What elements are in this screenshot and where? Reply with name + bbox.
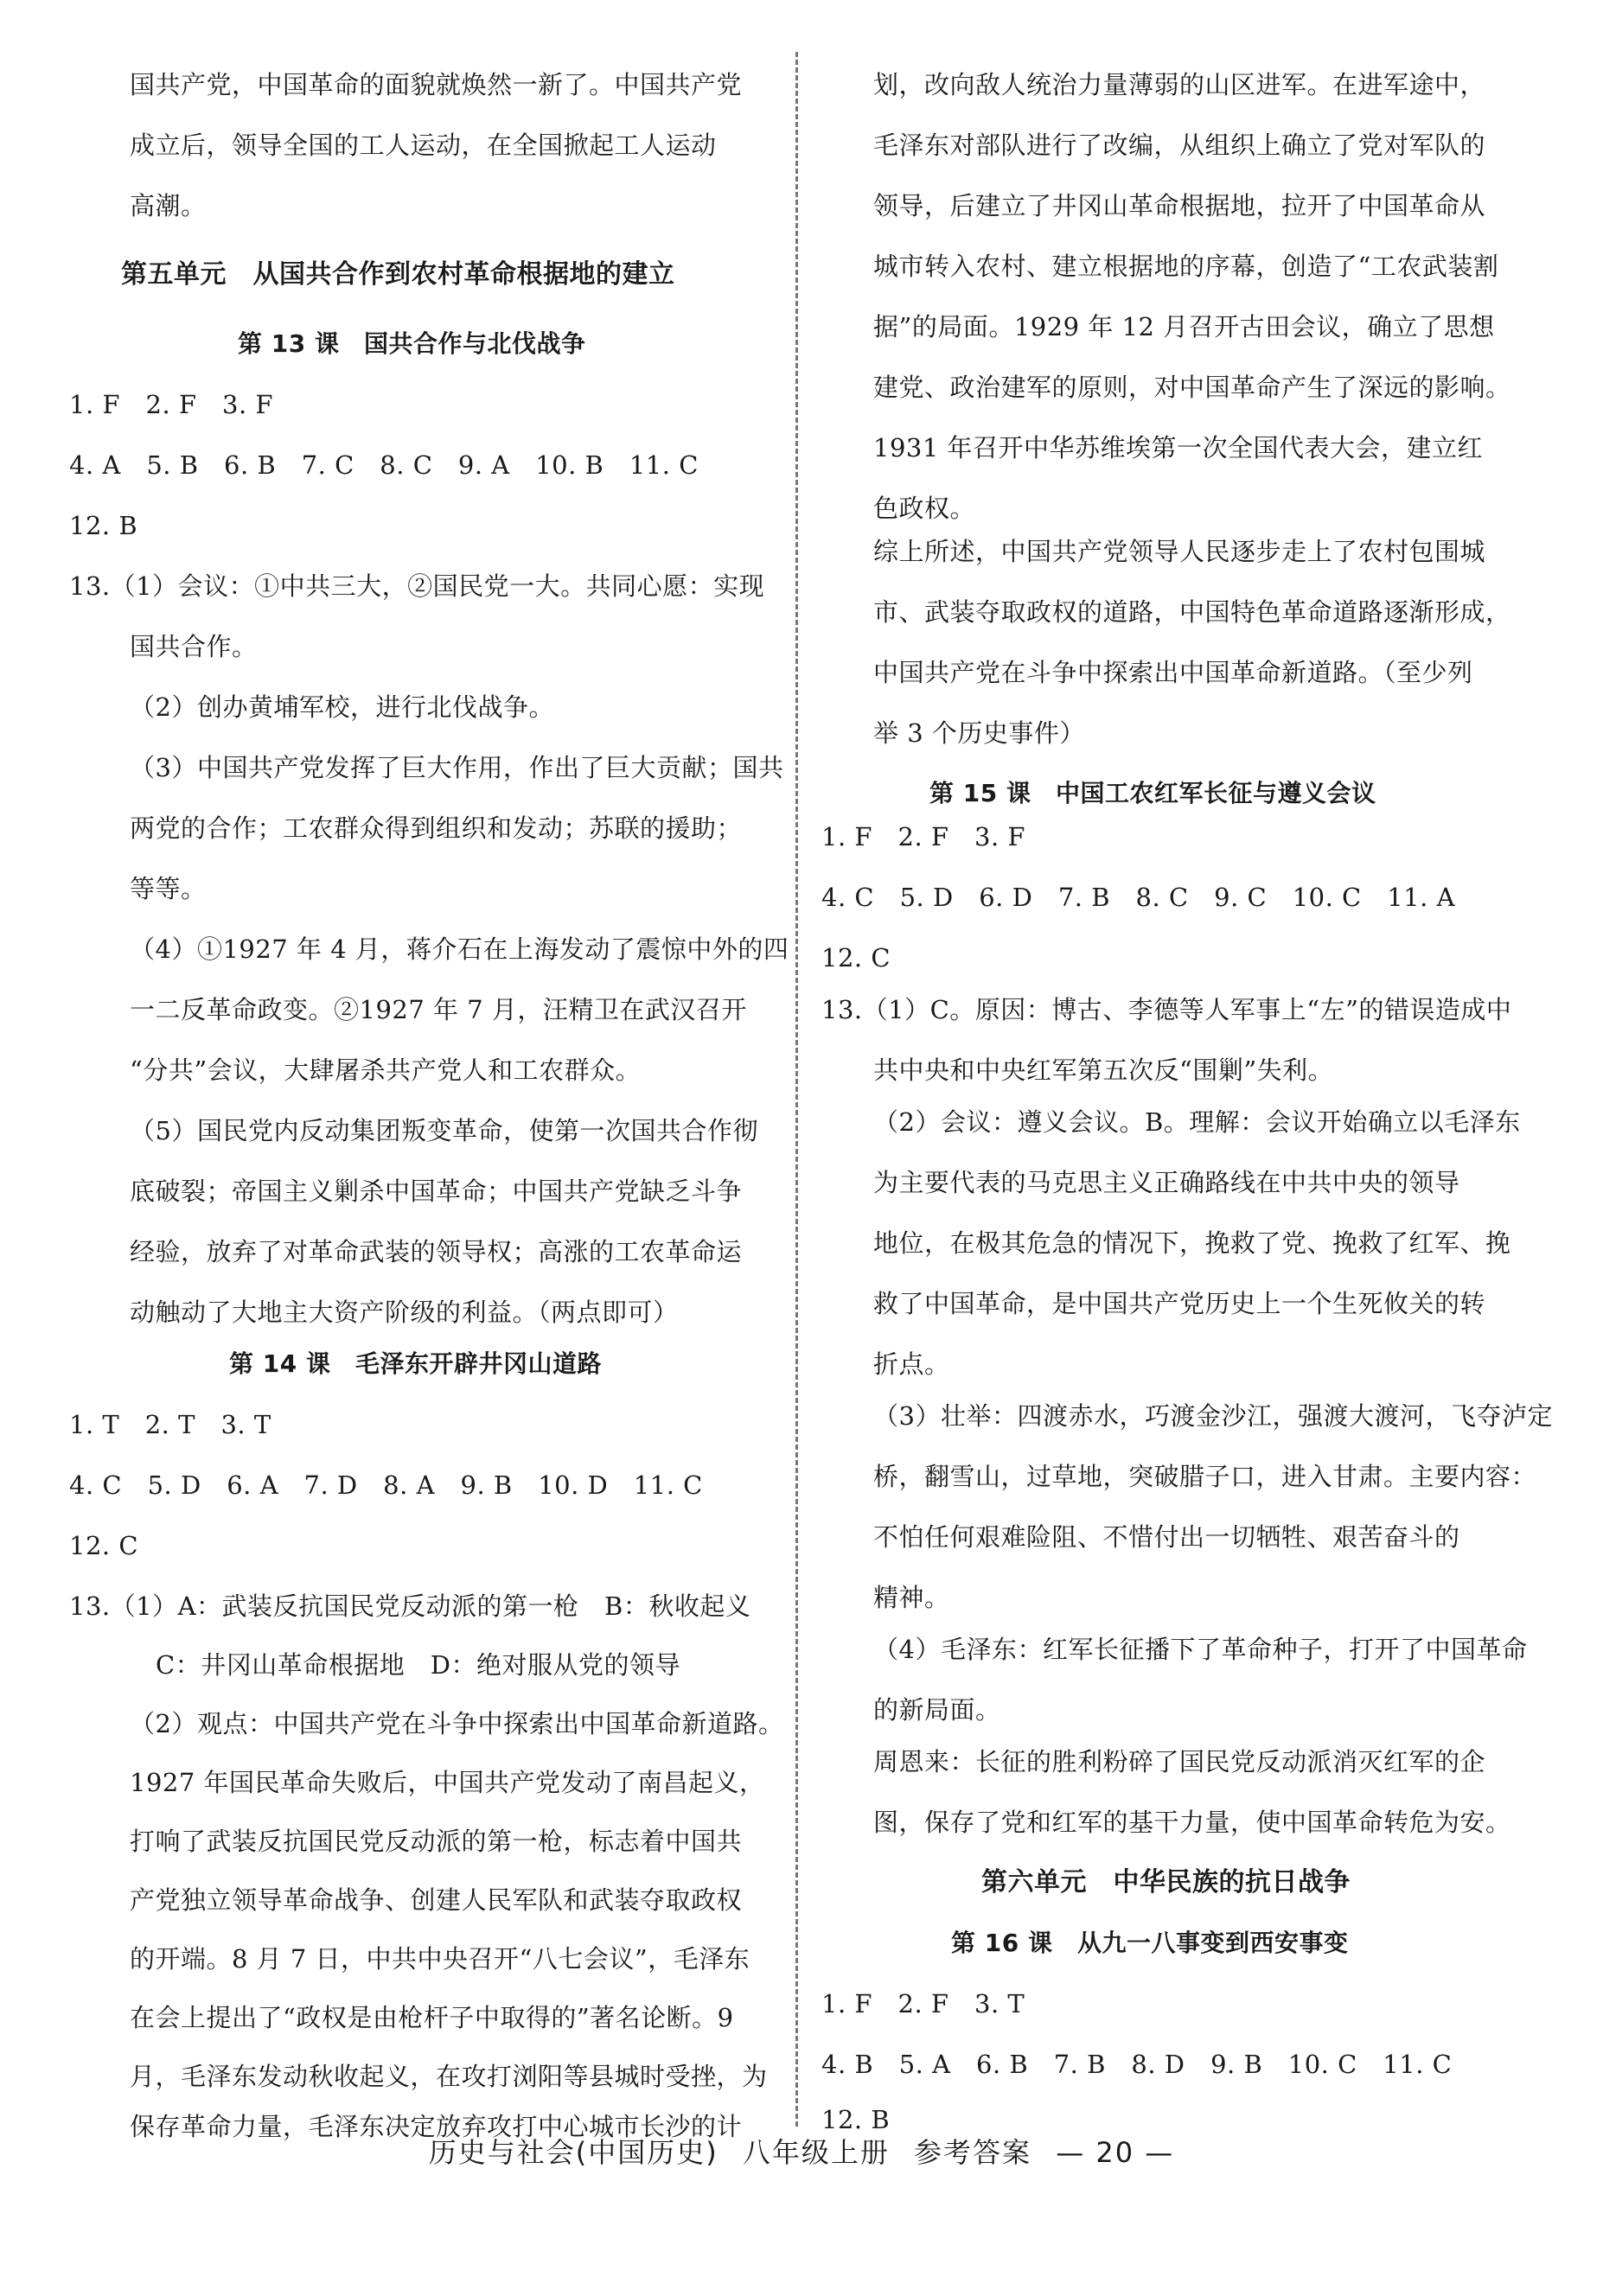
unit-heading: 第五单元 从国共合作到农村革命根据地的建立 [121, 259, 675, 290]
text-line: 等等。 [130, 874, 207, 903]
lesson-heading: 第 14 课 毛泽东开辟井冈山道路 [229, 1349, 602, 1378]
answer-line: 12. C [69, 1531, 139, 1560]
text-line: 动触动了大地主大资产阶级的利益。（两点即可） [130, 1298, 679, 1327]
answer-line: 1. F 2. F 3. F [821, 822, 1026, 851]
text-line: 周恩来：长征的胜利粉碎了国民党反动派消灭红军的企 [873, 1747, 1486, 1776]
text-line: 城市转入农村、建立根据地的序幕，创造了“工农武装割 [873, 252, 1499, 281]
text-line: （4）①1927 年 4 月，蒋介石在上海发动了震惊中外的四 [130, 934, 789, 964]
text-line: （2）创办黄埔军校，进行北伐战争。 [130, 692, 554, 722]
text-line: 领导，后建立了井冈山革命根据地，拉开了中国革命从 [873, 191, 1486, 220]
text-line: 两党的合作；工农群众得到组织和发动；苏联的援助； [130, 813, 743, 843]
text-line: （4）毛泽东：红军长征播下了革命种子，打开了中国革命 [873, 1635, 1528, 1664]
text-line: “分共”会议，大肆屠杀共产党人和工农群众。 [130, 1056, 642, 1085]
text-line: 一二反革命政变。②1927 年 7 月，汪精卫在武汉召开 [130, 995, 747, 1024]
text-line: （5）国民党内反动集团叛变革命，使第一次国共合作彻 [130, 1116, 758, 1145]
text-line: C：井冈山革命根据地 D：绝对服从党的领导 [156, 1650, 680, 1680]
text-line: 国共合作。 [130, 632, 258, 661]
footer-grade: 八年级上册 [742, 2136, 890, 2169]
answer-line: 4. C 5. D 6. D 7. B 8. C 9. C 10. C 11. A [821, 883, 1456, 912]
lesson-heading: 第 16 课 从九一八事变到西安事变 [951, 1929, 1349, 1957]
answer-line: 12. B [69, 511, 138, 540]
text-line: 经验，放弃了对革命武装的领导权；高涨的工农革命运 [130, 1237, 743, 1266]
text-line: 救了中国革命，是中国共产党历史上一个生死攸关的转 [873, 1289, 1486, 1318]
text-line: 产党独立领导革命战争、创建人民军队和武装夺取政权 [130, 1885, 743, 1915]
lesson-heading: 第 15 课 中国工农红军长征与遵义会议 [929, 779, 1376, 807]
text-line: 成立后，领导全国的工人运动，在全国掀起工人运动 [130, 131, 717, 160]
text-line: 折点。 [873, 1349, 950, 1379]
text-line: 国共产党，中国革命的面貌就焕然一新了。中国共产党 [130, 70, 743, 99]
text-line: 13.（1）C。原因：博古、李德等人军事上“左”的错误造成中 [821, 995, 1512, 1024]
text-line: 举 3 个历史事件） [873, 718, 1085, 748]
answer-line: 1. T 2. T 3. T [69, 1410, 271, 1439]
answer-line: 1. F 2. F 3. F [69, 390, 274, 419]
text-line: 桥，翻雪山，过草地，突破腊子口，进入甘肃。主要内容： [873, 1462, 1537, 1491]
text-line: 高潮。 [130, 191, 207, 220]
text-line: 的开端。8 月 7 日，中共中央召开“八七会议”，毛泽东 [130, 1944, 750, 1974]
answer-line: 4. A 5. B 6. B 7. C 8. C 9. A 10. B 11. C [69, 450, 699, 480]
text-line: 色政权。 [873, 494, 976, 523]
answer-line: 12. C [821, 943, 891, 973]
answer-line: 4. B 5. A 6. B 7. B 8. D 9. B 10. C 11. C [821, 2050, 1453, 2079]
text-line: 的新局面。 [873, 1695, 1001, 1725]
text-line: 13.（1）A：武装反抗国民党反动派的第一枪 B：秋收起义 [69, 1591, 751, 1621]
text-line: 1927 年国民革命失败后，中国共产党发动了南昌起义， [130, 1768, 765, 1797]
text-line: 为主要代表的马克思主义正确路线在中共中央的领导 [873, 1168, 1460, 1197]
left-column [69, 0, 787, 2144]
text-line: 综上所述，中国共产党领导人民逐步走上了农村包围城 [873, 537, 1486, 566]
text-line: 保存革命力量，毛泽东决定放弃攻打中心城市长沙的计 [130, 2112, 743, 2141]
unit-heading: 第六单元 中华民族的抗日战争 [981, 1867, 1351, 1897]
right-column [821, 0, 1553, 2144]
page-number: — 20 — [1056, 2136, 1175, 2169]
page-footer [0, 2131, 1603, 2171]
text-line: 13.（1）会议：①中共三大，②国民党一大。共同心愿：实现 [69, 571, 765, 601]
text-line: 图，保存了党和红军的基干力量，使中国革命转危为安。 [873, 1808, 1511, 1837]
text-line: 底破裂；帝国主义剿杀中国革命；中国共产党缺乏斗争 [130, 1177, 743, 1206]
answer-line: 4. C 5. D 6. A 7. D 8. A 9. B 10. D 11. C [69, 1470, 703, 1500]
text-line: 在会上提出了“政权是由枪杆子中取得的”著名论断。9 [130, 2003, 734, 2032]
text-line: （3）壮举：四渡赤水，巧渡金沙江，强渡大渡河，飞夺泸定 [873, 1401, 1553, 1431]
text-line: （2）会议：遵义会议。B。理解：会议开始确立以毛泽东 [873, 1107, 1521, 1137]
text-line: 毛泽东对部队进行了改编，从组织上确立了党对军队的 [873, 131, 1486, 160]
answer-line: 1. F 2. F 3. T [821, 1989, 1025, 2019]
text-line: 地位，在极其危急的情况下，挽救了党、挽救了红军、挽 [873, 1228, 1511, 1258]
text-line: （3）中国共产党发挥了巨大作用，作出了巨大贡献；国共 [130, 753, 784, 782]
text-line: 划，改向敌人统治力量薄弱的山区进军。在进军途中， [873, 70, 1486, 99]
column-divider [795, 52, 798, 2127]
answer-line: 12. B [821, 2105, 891, 2134]
text-line: 月，毛泽东发动秋收起义，在攻打浏阳等县城时受挫，为 [130, 2062, 768, 2091]
text-line: 市、武装夺取政权的道路，中国特色革命道路逐渐形成， [873, 597, 1511, 627]
text-line: 打响了武装反抗国民党反动派的第一枪，标志着中国共 [130, 1827, 743, 1856]
text-line: 共中央和中央红军第五次反“围剿”失利。 [873, 1056, 1334, 1085]
text-line: 中国共产党在斗争中探索出中国革命新道路。（至少列 [873, 658, 1473, 687]
text-line: 1931 年召开中华苏维埃第一次全国代表大会，建立红 [873, 433, 1484, 462]
footer-subject: 历史与社会(中国历史) [428, 2136, 718, 2169]
text-line: 精神。 [873, 1583, 950, 1612]
text-line: 不怕任何艰难险阻、不惜付出一切牺牲、艰苦奋斗的 [873, 1522, 1460, 1552]
lesson-heading: 第 13 课 国共合作与北伐战争 [238, 329, 586, 358]
text-line: 据”的局面。1929 年 12 月召开古田会议，确立了思想 [873, 312, 1495, 341]
text-line: （2）观点：中国共产党在斗争中探索出中国革命新道路。 [130, 1709, 784, 1738]
text-line: 建党、政治建军的原则，对中国革命产生了深远的影响。 [873, 373, 1511, 402]
footer-type: 参考答案 [914, 2136, 1032, 2169]
